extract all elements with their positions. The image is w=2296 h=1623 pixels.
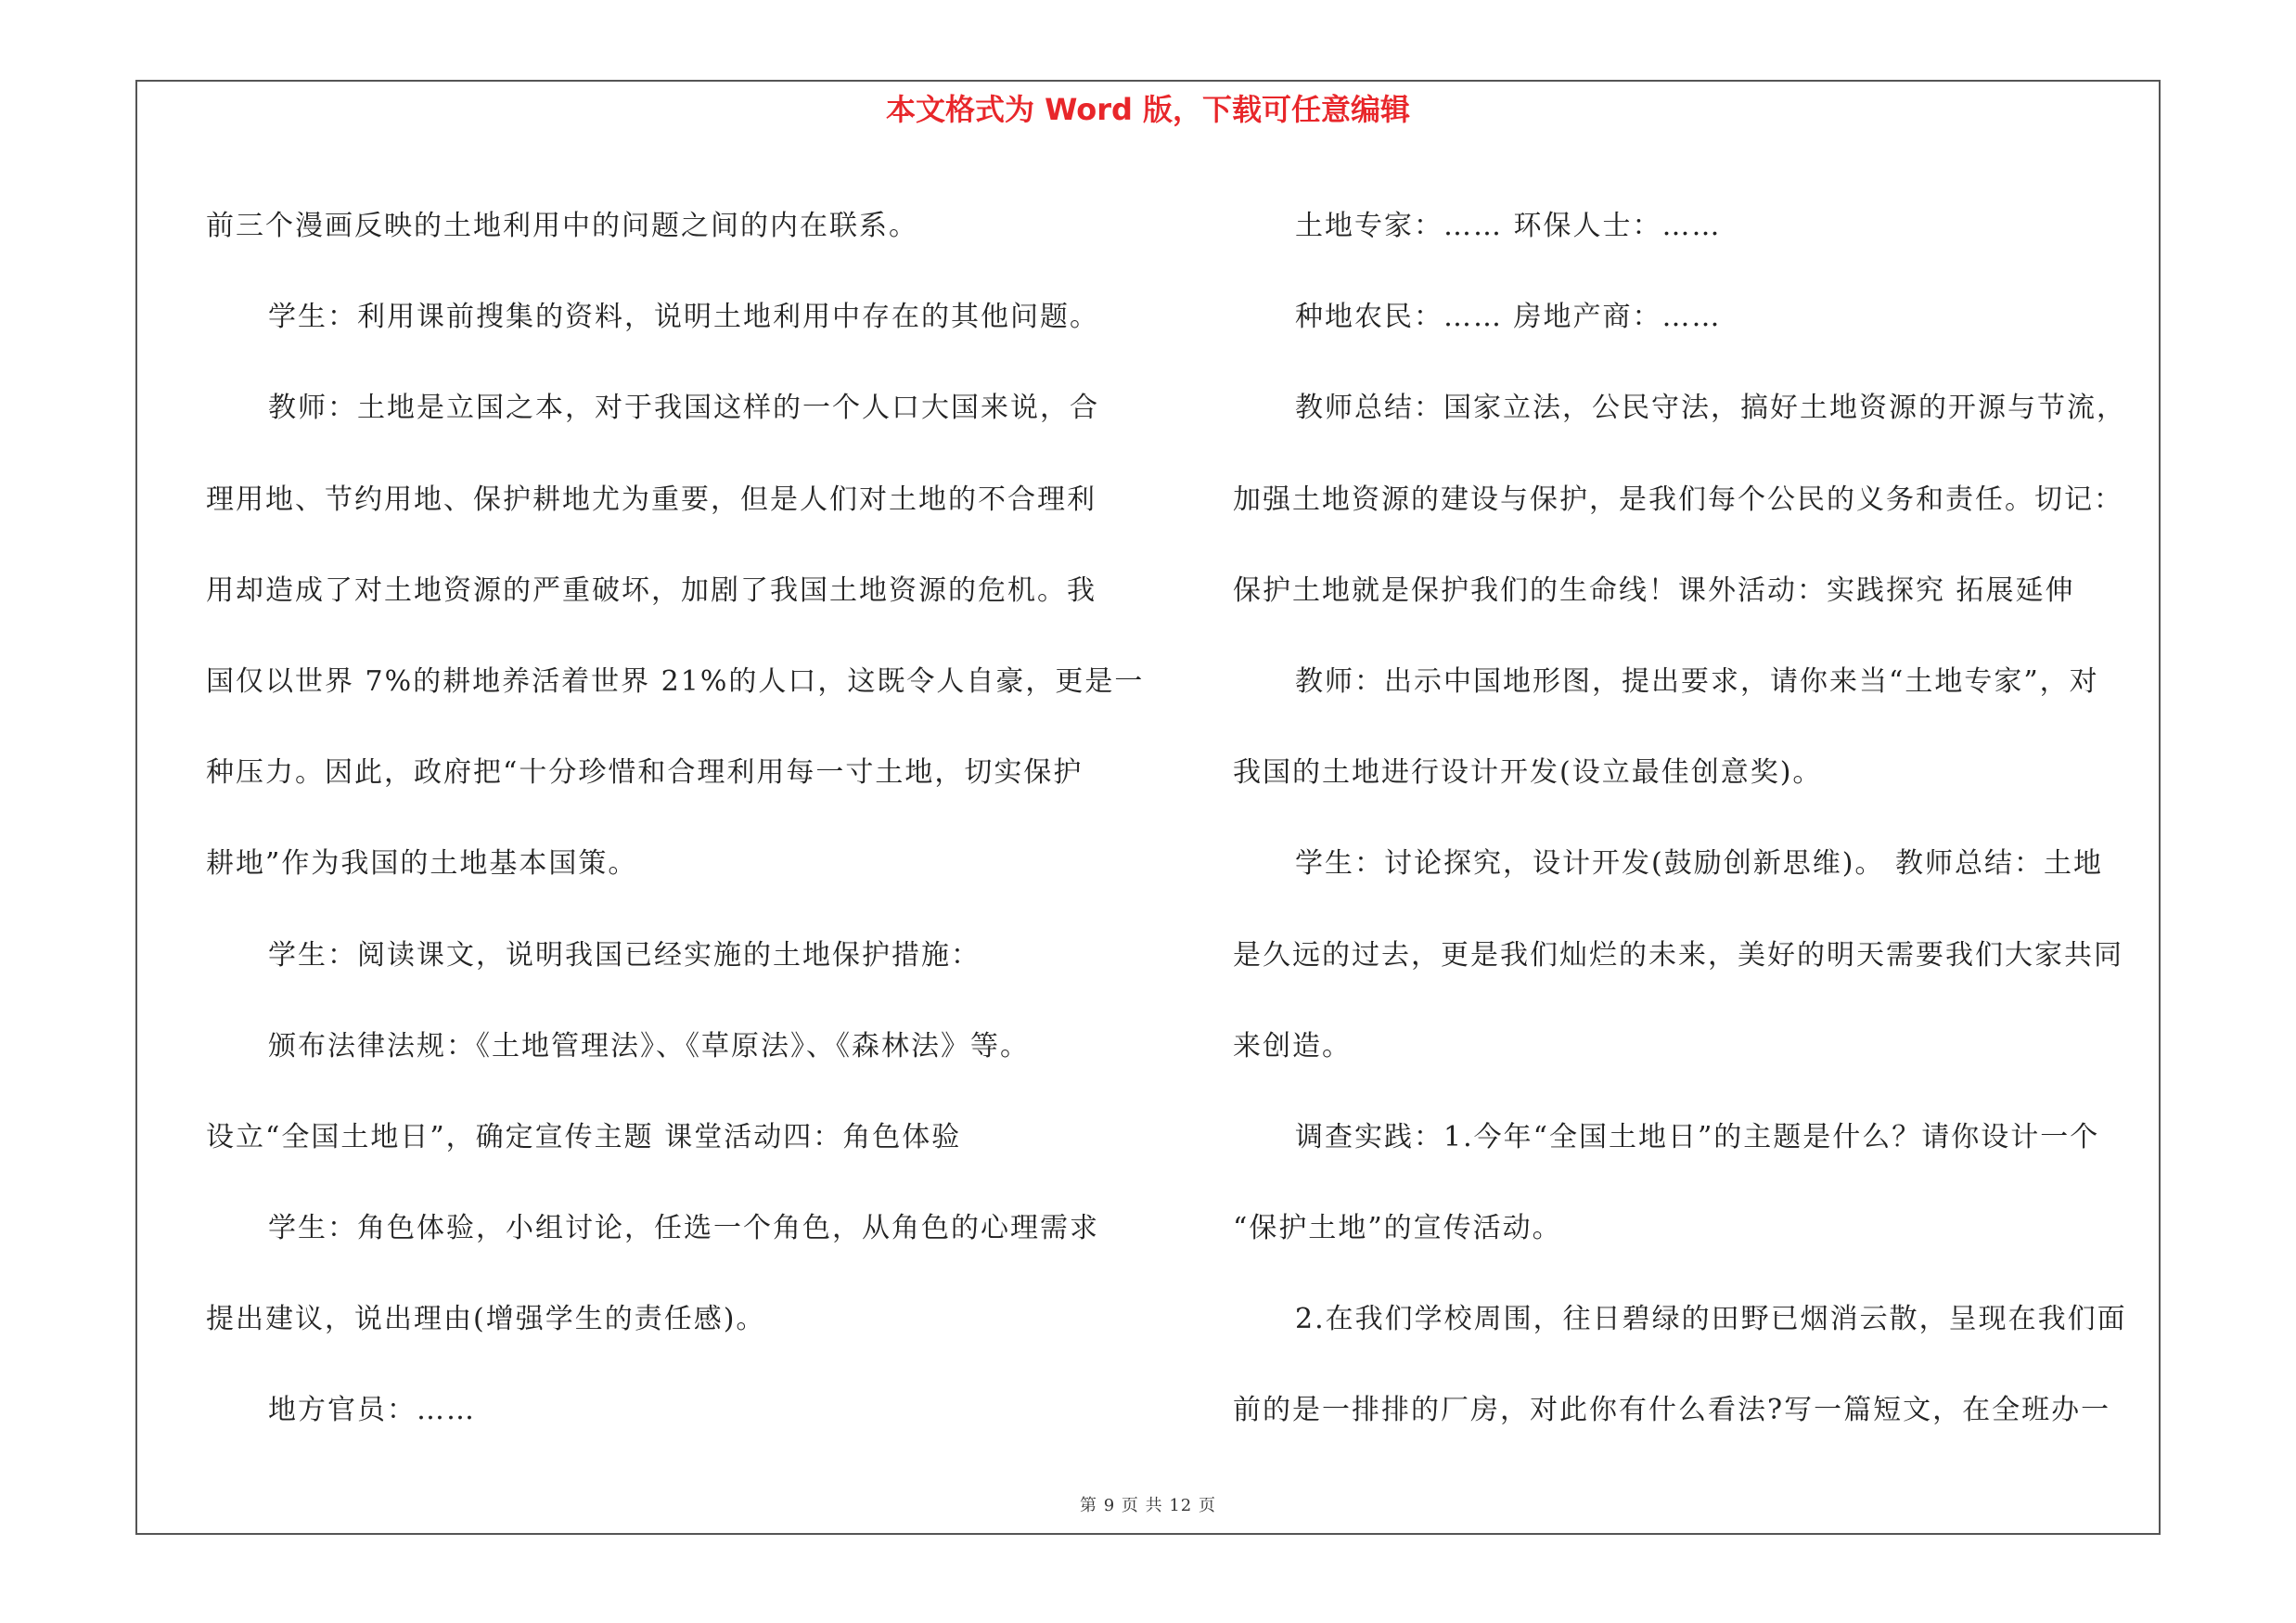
right-column [1233, 181, 2161, 1457]
paragraph-line: 来创造。 [1233, 1029, 1352, 1063]
paragraph-line: 耕地”作为我国的土地基本国策。 [206, 847, 638, 881]
paragraph-line: 颁布法律法规：《土地管理法》、《草原法》、《森林法》等。 [268, 1029, 1030, 1063]
format-banner: 本文格式为 Word 版，下载可任意编辑 [885, 92, 1411, 127]
paragraph-line: 教师总结：国家立法，公民守法，搞好土地资源的开源与节流， [1295, 392, 2126, 425]
paragraph-line: 2.在我们学校周围，往日碧绿的田野已烟消云散，呈现在我们面 [1295, 1303, 2127, 1336]
paragraph-line: 提出建议，说出理由(增强学生的责任感)。 [206, 1303, 766, 1336]
paragraph-line: 土地专家：…… 环保人士：…… [1295, 210, 1722, 242]
paragraph-line: 种地农民：…… 房地产商：…… [1295, 301, 1722, 334]
paragraph-line: 学生：利用课前搜集的资料，说明土地利用中存在的其他问题。 [268, 301, 1099, 334]
paragraph-line: 理用地、节约用地、保护耕地尤为重要，但是人们对土地的不合理利 [206, 483, 1097, 516]
paragraph-line: 学生：角色体验，小组讨论，任选一个角色，从角色的心理需求 [268, 1212, 1099, 1245]
paragraph-line: 是久远的过去，更是我们灿烂的未来，美好的明天需要我们大家共同 [1233, 938, 2123, 972]
paragraph-line: 设立“全国土地日”，确定宣传主题 课堂活动四：角色体验 [206, 1120, 962, 1153]
paragraph-line: 教师：出示中国地形图，提出要求，请你来当“土地专家”，对 [1295, 664, 2099, 698]
paragraph-line: 种压力。因此，政府把“十分珍惜和合理利用每一寸土地，切实保护 [206, 756, 1084, 790]
paragraph-line: 我国的土地进行设计开发(设立最佳创意奖)。 [1233, 756, 1823, 790]
paragraph-line: 教师：土地是立国之本，对于我国这样的一个人口大国来说，合 [268, 392, 1099, 425]
paragraph-line: 学生：阅读课文，说明我国已经实施的土地保护措施： [268, 938, 981, 972]
left-column [206, 181, 1145, 1457]
paragraph-line: 地方官员：…… [268, 1394, 476, 1427]
paragraph-line: 加强土地资源的建设与保护，是我们每个公民的义务和责任。切记： [1233, 483, 2123, 516]
paragraph-line: 学生：讨论探究，设计开发(鼓励创新思维)。 教师总结：土地 [1295, 847, 2103, 881]
paragraph-line: 前三个漫画反映的土地利用中的问题之间的内在联系。 [206, 210, 918, 242]
paragraph-line: 前的是一排排的厂房，对此你有什么看法?写一篇短文，在全班办一 [1233, 1394, 2111, 1427]
paragraph-line: 用却造成了对土地资源的严重破坏，加剧了我国土地资源的危机。我 [206, 573, 1097, 607]
page-number: 第 9 页 共 12 页 [1080, 1496, 1216, 1515]
paragraph-line: 国仅以世界 7%的耕地养活着世界 21%的人口，这既令人自豪，更是一 [206, 664, 1145, 698]
paragraph-line: 保护土地就是保护我们的生命线！课外活动：实践探究 拓展延伸 [1233, 573, 2075, 607]
paragraph-line: 调查实践：1.今年“全国土地日”的主题是什么？请你设计一个 [1295, 1120, 2100, 1153]
paragraph-line: “保护土地”的宣传活动。 [1233, 1212, 1562, 1245]
